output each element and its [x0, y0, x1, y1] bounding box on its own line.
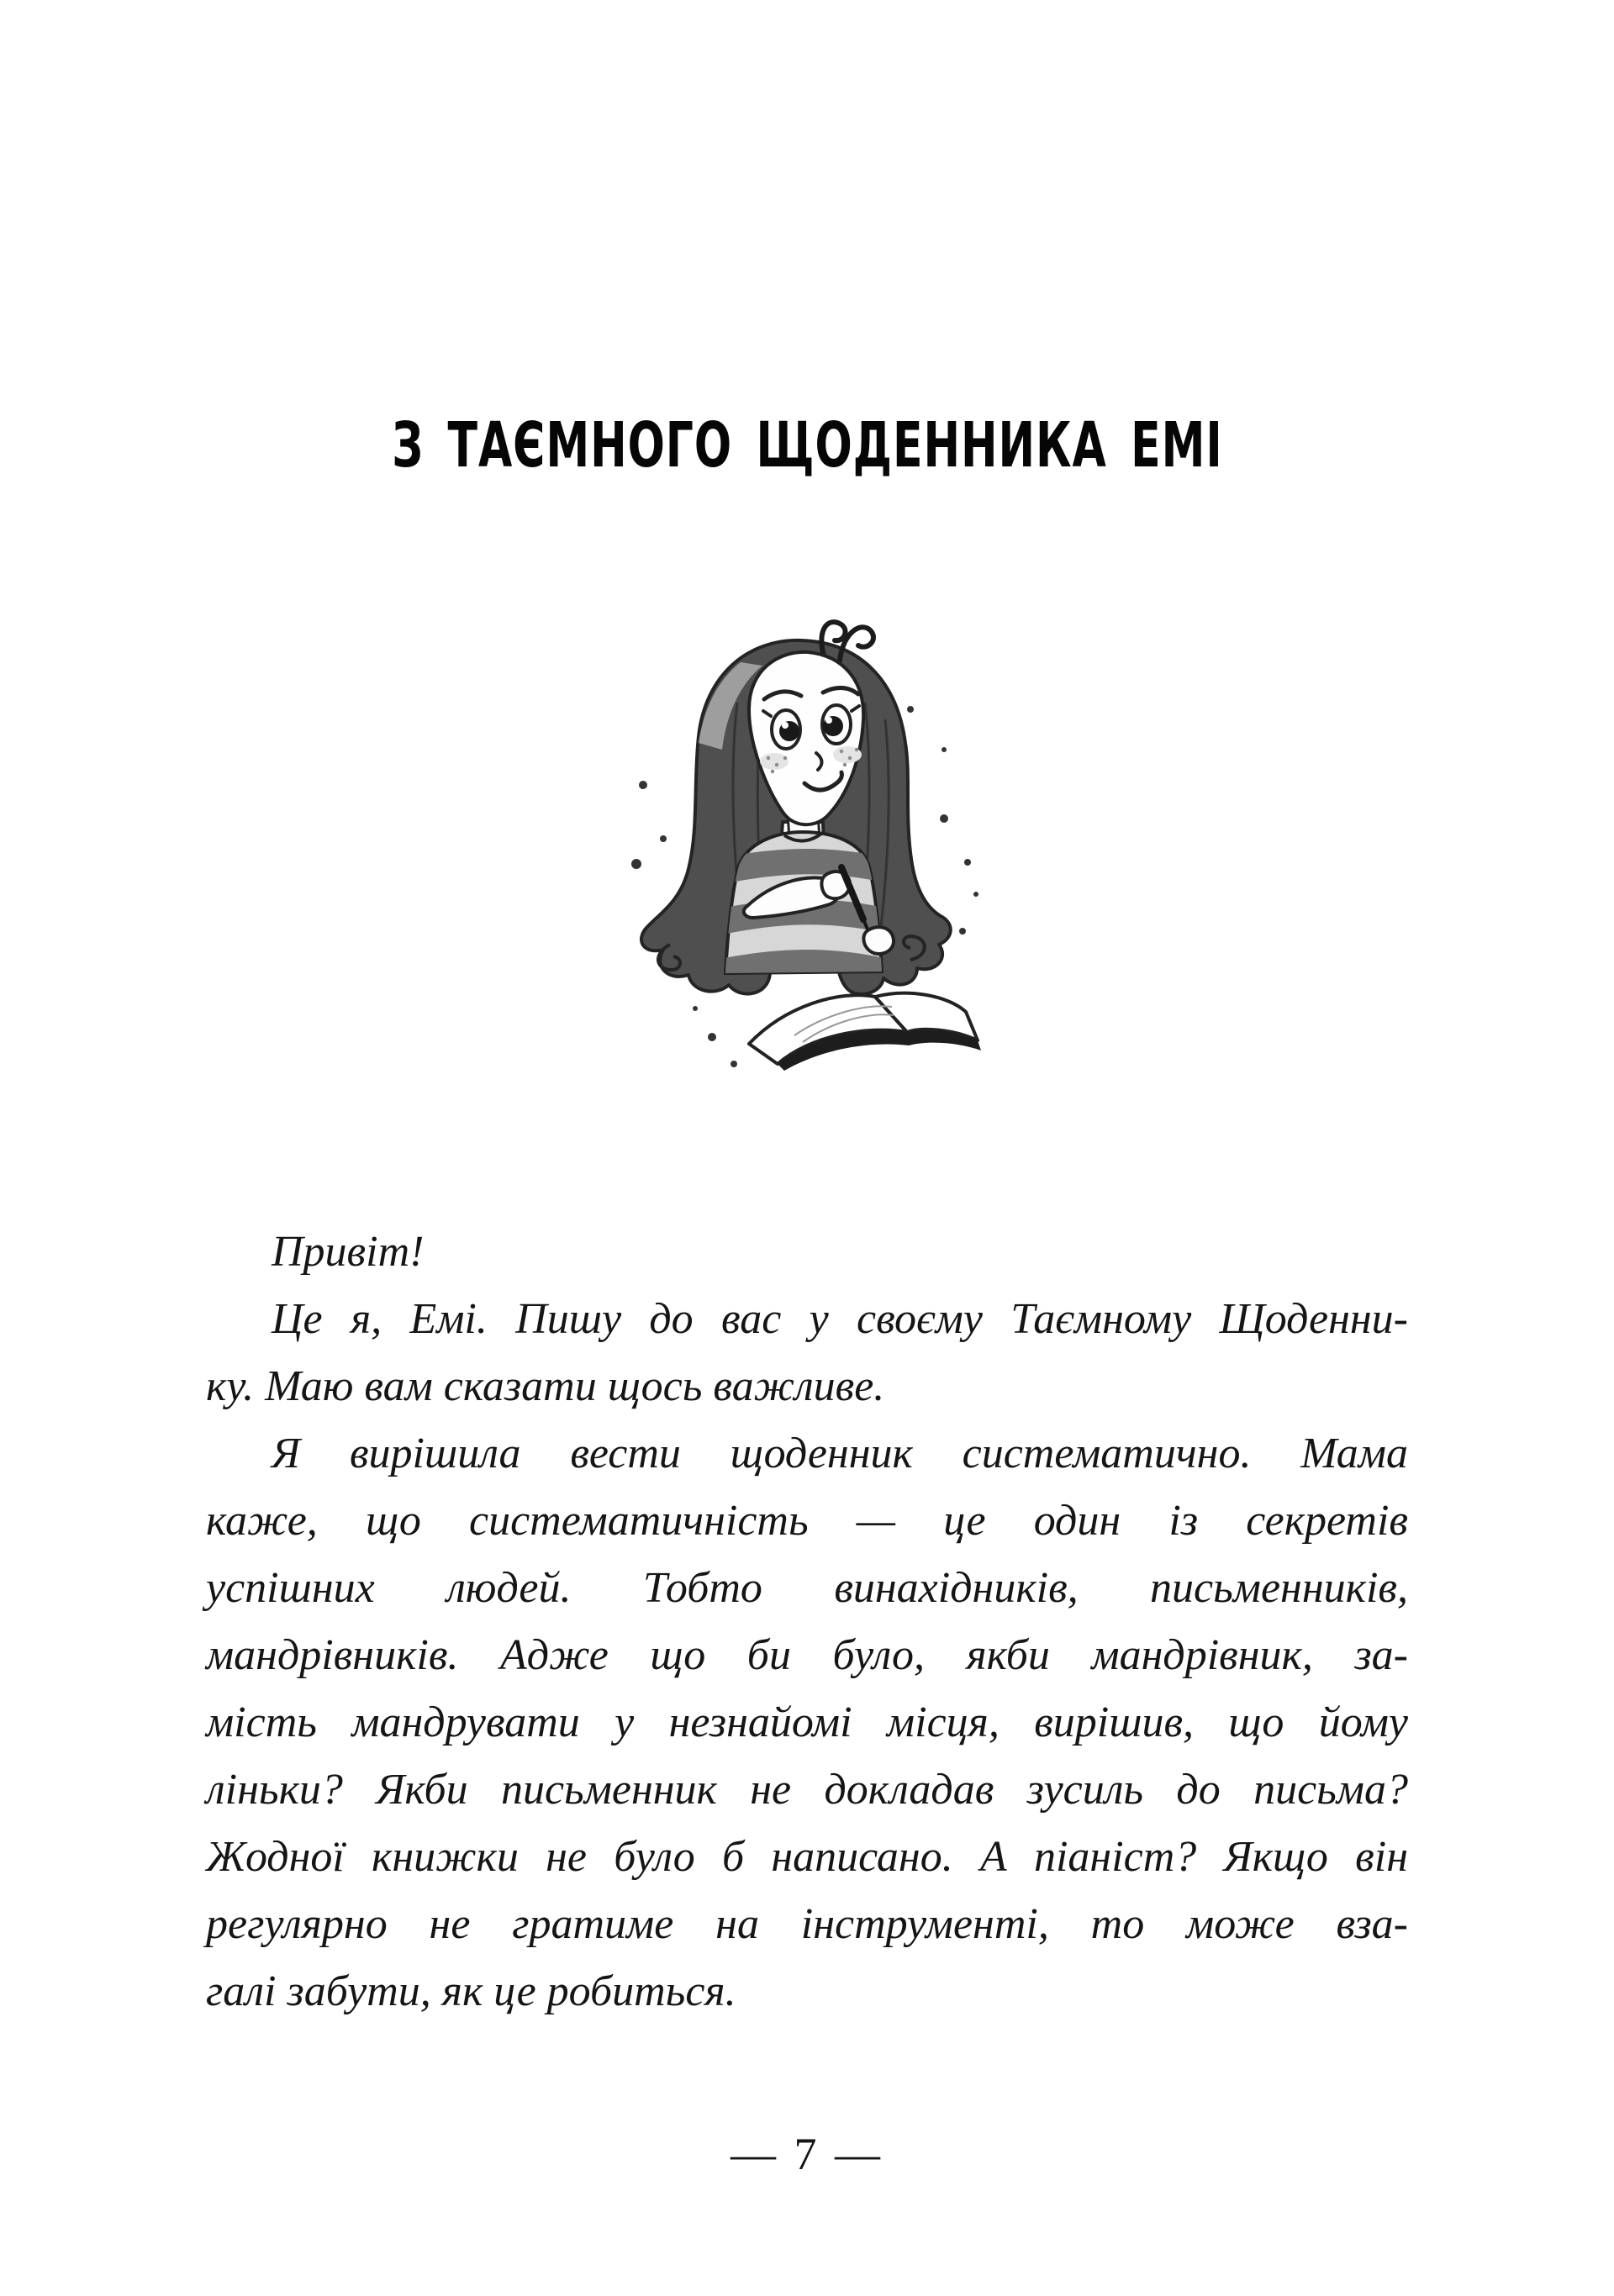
open-book	[749, 993, 981, 1071]
page-number: — 7 —	[731, 2129, 883, 2179]
body-text-line: ліньки? Якби письменник не докладав зусиль до письма?	[206, 1766, 1408, 1814]
girl-writing-drawing	[602, 610, 997, 1093]
body-text-line: каже, що систематичність — це один із секретів	[206, 1497, 1408, 1545]
body-text-line: ку. Маю вам сказати щось важливе.	[206, 1362, 885, 1410]
body-text-line: Жодної книжки не було б написано. А піаніст? Якщо він	[206, 1833, 1408, 1881]
body-text-line: галі забути, як це робиться.	[206, 1967, 736, 2015]
body-text-line: мандрівників. Адже що би було, якби мандрівник, за-	[206, 1631, 1408, 1679]
chapter-title-wrap	[0, 409, 1614, 482]
body-text-line: Привіт!	[272, 1228, 425, 1276]
body-text-line: мість мандрувати у незнайомі місця, вирішив, що йому	[206, 1698, 1408, 1746]
body-text-line: успішних людей. Тобто винахідників, письменників,	[206, 1564, 1408, 1612]
body-text-line: регулярно не гратиме на інструменті, то може вза-	[206, 1900, 1408, 1948]
body-text-line: Я вирішила вести щоденник систематично. Мама	[272, 1430, 1408, 1477]
body-text	[206, 1219, 1408, 2025]
illustration-girl-writing	[602, 610, 997, 1093]
body-text-line: Це я, Емі. Пишу до вас у своєму Таємному Щоденни-	[272, 1295, 1408, 1343]
chapter-title: З ТАЄМНОГО ЩОДЕННИКА ЕМІ	[391, 409, 1223, 482]
